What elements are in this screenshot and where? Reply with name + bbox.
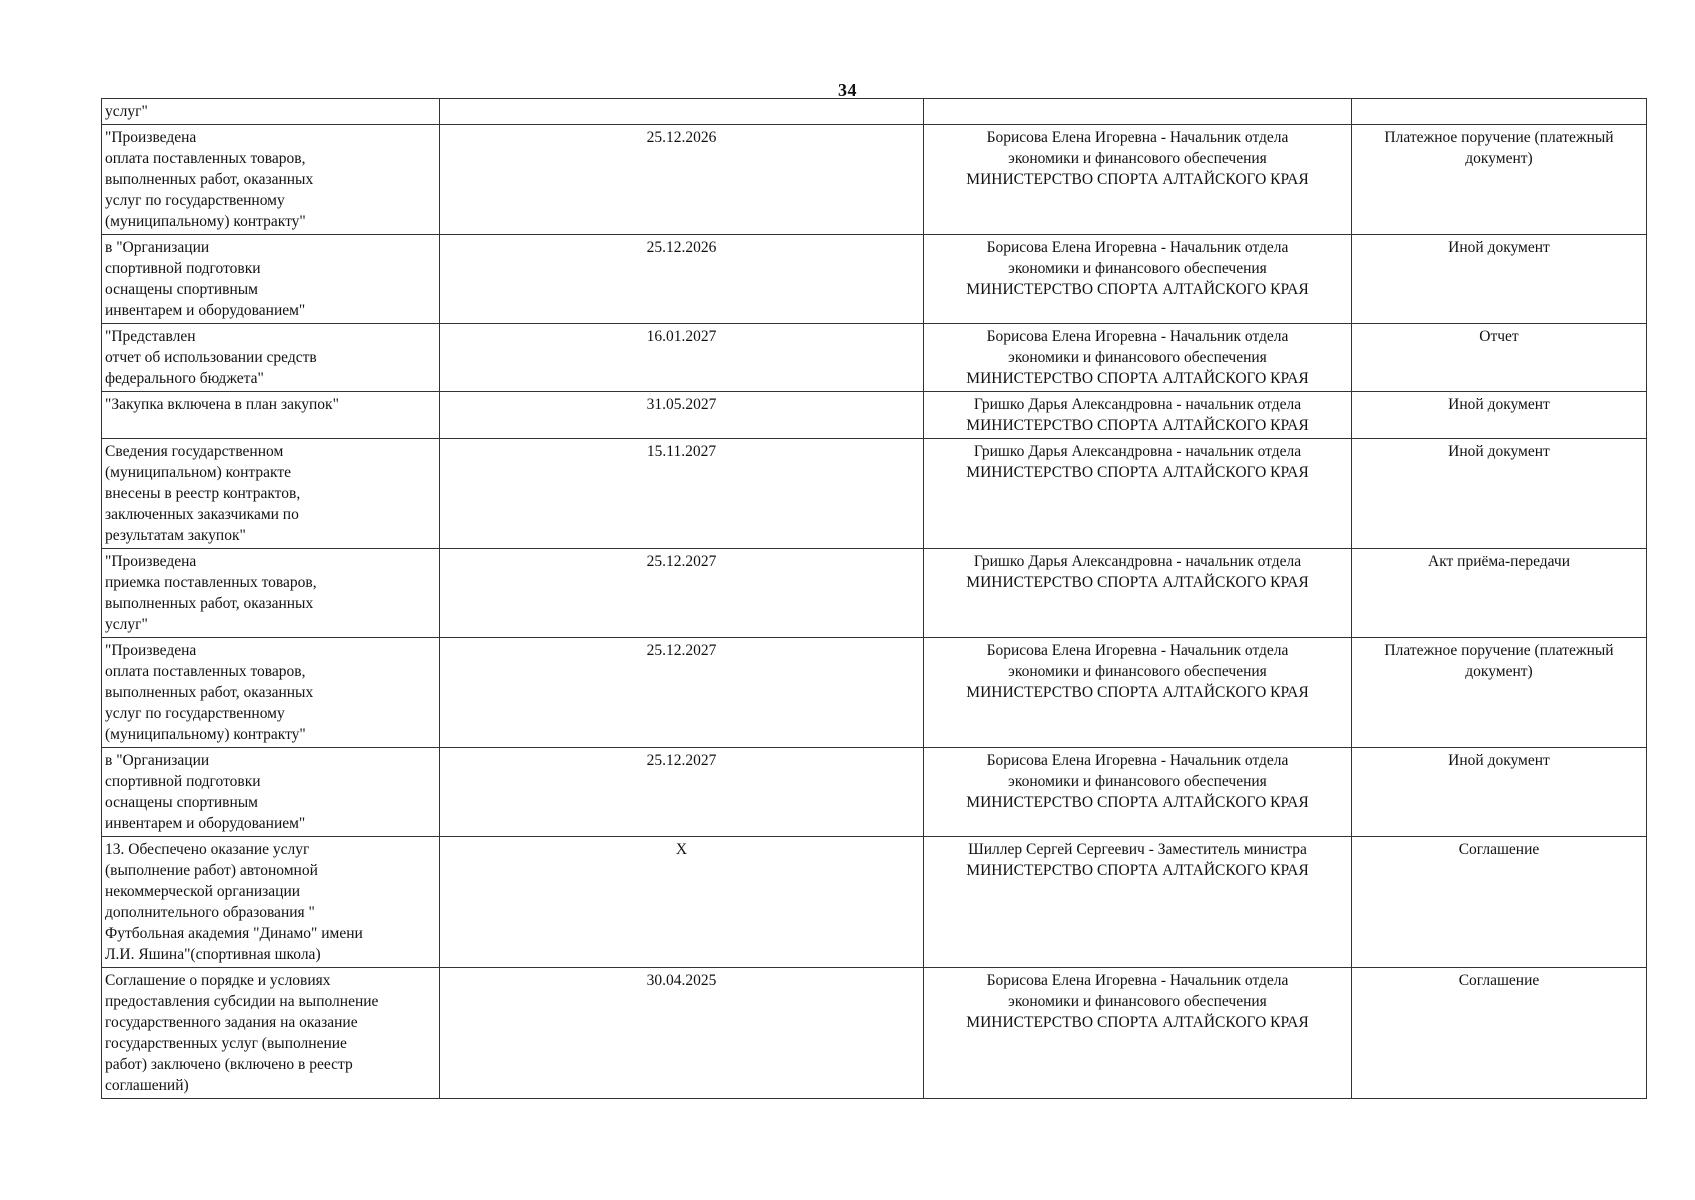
responsible-role: экономики и финансового обеспечения (1008, 773, 1267, 790)
responsible-name: Борисова Елена Игоревна - Начальник отдела (986, 642, 1289, 659)
row-date: 31.05.2027 (440, 392, 924, 439)
table-row (102, 392, 1647, 439)
row-responsible (924, 392, 1352, 439)
responsible-role: экономики и финансового обеспечения (1008, 349, 1267, 366)
row-responsible (924, 439, 1352, 549)
row-responsible (924, 324, 1352, 392)
page-number: 34 (838, 80, 857, 100)
table-row (102, 549, 1647, 638)
row-description: "Представлен отчет об использовании средств федерального бюджета" (102, 324, 440, 392)
row-responsible (924, 99, 1352, 125)
row-responsible (924, 968, 1352, 1099)
responsible-name: Гришко Дарья Александровна - начальник отдела (973, 396, 1302, 413)
table-row (102, 748, 1647, 837)
row-date: 25.12.2027 (440, 748, 924, 837)
responsible-name: Борисова Елена Игоревна - Начальник отдела (986, 972, 1289, 989)
responsible-role: экономики и финансового обеспечения (1008, 150, 1267, 167)
responsible-name: Борисова Елена Игоревна - Начальник отдела (986, 129, 1289, 146)
row-date (440, 99, 924, 125)
table-row (102, 638, 1647, 748)
table-row (102, 837, 1647, 968)
responsible-name: Гришко Дарья Александровна - начальник отдела (973, 443, 1302, 460)
row-date: 15.11.2027 (440, 439, 924, 549)
row-document: Иной документ (1352, 392, 1647, 439)
row-description: 13. Обеспечено оказание услуг (выполнение работ) автономной некоммерческой организации дополнительного образования " Футбольная академия "Динамо" имени Л.И. Яшина"(спортивная школа) (102, 837, 440, 968)
row-description: в "Организации спортивной подготовки оснащены спортивным инвентарем и оборудованием" (102, 235, 440, 324)
responsible-org: МИНИСТЕРСТВО СПОРТА АЛТАЙСКОГО КРАЯ (966, 171, 1309, 188)
responsible-org: МИНИСТЕРСТВО СПОРТА АЛТАЙСКОГО КРАЯ (966, 417, 1309, 434)
responsible-org: МИНИСТЕРСТВО СПОРТА АЛТАЙСКОГО КРАЯ (966, 574, 1309, 591)
row-responsible (924, 235, 1352, 324)
table-row (102, 439, 1647, 549)
responsible-org: МИНИСТЕРСТВО СПОРТА АЛТАЙСКОГО КРАЯ (966, 281, 1309, 298)
responsible-name: Борисова Елена Игоревна - Начальник отдела (986, 239, 1289, 256)
responsible-name: Борисова Елена Игоревна - Начальник отдела (986, 328, 1289, 345)
table-row (102, 125, 1647, 235)
row-document: Иной документ (1352, 439, 1647, 549)
responsible-org: МИНИСТЕРСТВО СПОРТА АЛТАЙСКОГО КРАЯ (966, 862, 1309, 879)
responsible-name: Шиллер Сергей Сергеевич - Заместитель министра (968, 841, 1307, 858)
responsible-org: МИНИСТЕРСТВО СПОРТА АЛТАЙСКОГО КРАЯ (966, 794, 1309, 811)
row-responsible (924, 549, 1352, 638)
responsible-role: экономики и финансового обеспечения (1008, 993, 1267, 1010)
row-document: Соглашение (1352, 837, 1647, 968)
row-date: 25.12.2027 (440, 549, 924, 638)
row-description: в "Организации спортивной подготовки оснащены спортивным инвентарем и оборудованием" (102, 748, 440, 837)
responsible-role: экономики и финансового обеспечения (1008, 663, 1267, 680)
row-description: Сведения государственном (муниципальном) контракте внесены в реестр контрактов, заключенных заказчиками по результатам закупок" (102, 439, 440, 549)
responsible-org: МИНИСТЕРСТВО СПОРТА АЛТАЙСКОГО КРАЯ (966, 464, 1309, 481)
table-row (102, 324, 1647, 392)
responsible-org: МИНИСТЕРСТВО СПОРТА АЛТАЙСКОГО КРАЯ (966, 684, 1309, 701)
row-responsible (924, 748, 1352, 837)
row-description: Соглашение о порядке и условиях предоставления субсидии на выполнение государственного задания на оказание государственных услуг (выполнение работ) заключено (включено в реестр соглашений) (102, 968, 440, 1099)
row-date: X (440, 837, 924, 968)
row-document: Платежное поручение (платежный документ) (1352, 638, 1647, 748)
row-date: 16.01.2027 (440, 324, 924, 392)
table-row (102, 968, 1647, 1099)
responsible-name: Борисова Елена Игоревна - Начальник отдела (986, 752, 1289, 769)
table-row (102, 235, 1647, 324)
row-description: услуг" (102, 99, 440, 125)
responsible-org: МИНИСТЕРСТВО СПОРТА АЛТАЙСКОГО КРАЯ (966, 1014, 1309, 1031)
row-responsible (924, 638, 1352, 748)
row-document: Платежное поручение (платежный документ) (1352, 125, 1647, 235)
row-description: "Произведена оплата поставленных товаров, выполненных работ, оказанных услуг по государственному (муниципальному) контракту" (102, 638, 440, 748)
row-document: Отчет (1352, 324, 1647, 392)
row-responsible (924, 125, 1352, 235)
control-points-table (101, 98, 1647, 1099)
row-description: "Произведена оплата поставленных товаров, выполненных работ, оказанных услуг по государственному (муниципальному) контракту" (102, 125, 440, 235)
row-document: Иной документ (1352, 748, 1647, 837)
row-document: Соглашение (1352, 968, 1647, 1099)
row-date: 30.04.2025 (440, 968, 924, 1099)
responsible-name: Гришко Дарья Александровна - начальник отдела (973, 553, 1302, 570)
table-row (102, 99, 1647, 125)
row-document: Иной документ (1352, 235, 1647, 324)
row-date: 25.12.2027 (440, 638, 924, 748)
row-description: "Закупка включена в план закупок" (102, 392, 440, 439)
row-description: "Произведена приемка поставленных товаров, выполненных работ, оказанных услуг" (102, 549, 440, 638)
row-date: 25.12.2026 (440, 235, 924, 324)
row-document (1352, 99, 1647, 125)
responsible-role: экономики и финансового обеспечения (1008, 260, 1267, 277)
responsible-org: МИНИСТЕРСТВО СПОРТА АЛТАЙСКОГО КРАЯ (966, 370, 1309, 387)
row-responsible (924, 837, 1352, 968)
row-document: Акт приёма-передачи (1352, 549, 1647, 638)
row-date: 25.12.2026 (440, 125, 924, 235)
